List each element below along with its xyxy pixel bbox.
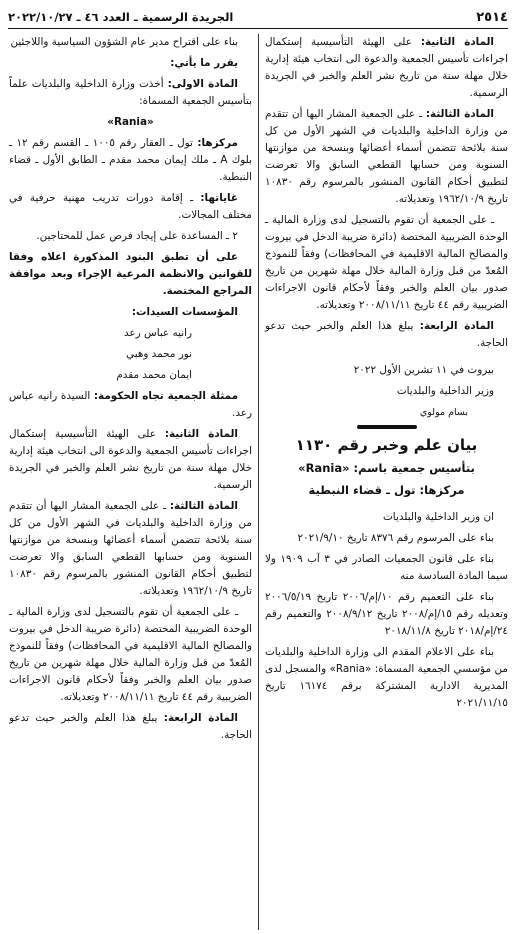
article-3-tax: ـ على الجمعية أن تقوم بالتسجيل لدى وزارة المالية ـ الوحدة الضريبية المختصة (دائرة ضريبة الدخل في بيروت والمصالح المالية الاقليمية في المحافظات) وفقاً للنموذج المُعدّ من قبل وزارة المالية خلال مهلة شهرين من تاريخ صدور بيان العلم والخبر وفقاً لأحكام قانون الاجراءات الضريبية رقم ٤٤ تاريخ ٢٠٠٨/١١/١١ وتعديلاته. [265, 214, 508, 311]
article-2: المادة الثانية: على الهيئة التأسيسية إستكمال اجراءات تأسيس الجمعية والدعوة الى انتخاب هيئة إدارية خلال مهلة سنة من تاريخ نشر العلم والخبر في الجريدة الرسمية. [265, 36, 508, 99]
decides: يقرر ما يأتي: [170, 57, 238, 69]
founder-3: ايمان محمد مقدم [116, 369, 192, 381]
place-date: بيروت في ١١ تشرين الأول ٢٠٢٢ [353, 364, 494, 376]
proposal: بناء على اقتراح مدير عام الشؤون السياسية واللاجئين [10, 36, 238, 48]
basis-1: بناء على المرسوم رقم ٨٣٧٦ تاريخ ٢٠٢١/٩/١٠ [297, 532, 494, 544]
minister-title: وزير الداخلية والبلديات [396, 385, 494, 397]
left-column [9, 34, 259, 930]
basis-3: بناء على التعميم رقم ١٠/إم/٢٠٠٦ تاريخ ٢٠٠٦/٥/١٩ وتعديله رقم ١٥/إم/٢٠٠٨ تاريخ ٢٠٠٨/٩/١٢ والتعميم رقم ٢٤/إم/٢٠١٨ تاريخ ٢٠١٨/١١/٨ [265, 591, 508, 637]
article-4: المادة الرابعة: يبلغ هذا العلم والخبر حيث تدعو الحاجة. [265, 320, 508, 349]
basis-4: بناء على الاعلام المقدم الى وزارة الداخلية والبلديات من مؤسسي الجمعية المسماة: «Rania» والمسجل لدى المديرية الادارية المشتركة برقم ١٦١٧٤ تاريخ ٢٠٢١/١١/١٥ [265, 646, 508, 709]
section-separator [357, 425, 417, 429]
notice-title: بيان علم وخبر رقم ١١٣٠ [295, 436, 478, 454]
goal-2: ٢ ـ المساعدة على إيجاد فرص عمل للمحتاجين. [36, 230, 238, 242]
article-3-tax-left: ـ على الجمعية أن تقوم بالتسجيل لدى وزارة المالية ـ الوحدة الضريبية المختصة (دائرة ضريبة الدخل في بيروت والمصالح المالية الاقليمية في المحافظات) وفقاً للنموذج المُعدّ من قبل وزارة المالية خلال مهلة شهرين من تاريخ صدور بيان العلم والخبر وفقاً لأحكام قانون الاجراءات الضريبية رقم ٤٤ تاريخ ٢٠٠٨/١١/١١ وتعديلاته. [9, 606, 252, 703]
article-1: المادة الاولى: أخذت وزارة الداخلية والبلديات علماً بتأسيس الجمعية المسماة: [9, 78, 252, 107]
founders-heading: المؤسسات السيدات: [131, 306, 238, 318]
page-header [8, 6, 508, 29]
page-number: ٢٥١٤ [476, 9, 508, 25]
condition: على أن تطبق البنود المذكورة اعلاه وفقا للقوانين والانظمة المرعية الإجراء وبعد موافقة المراجع المختصة. [9, 251, 252, 297]
minister-name: بسام مولوي [419, 407, 468, 418]
association-name: «Rania» [107, 116, 154, 128]
representative: ممثلة الجمعية تجاه الحكومة: السيدة رانيه عباس رعد. [9, 390, 252, 419]
founder-1: رانيه عباس رعد [124, 327, 192, 339]
right-column [259, 34, 508, 930]
notice-subtitle: بتأسيس جمعية باسم: «Rania» [298, 461, 475, 475]
gazette-title: الجريدة الرسمية ـ العدد ٤٦ ـ ٢٠٢٢/١٠/٢٧ [8, 10, 234, 24]
article-3: المادة الثالثة: ـ على الجمعية المشار اليها أن تتقدم من وزارة الداخلية والبلديات في الشهر الأول من كل سنة بلائحة تتضمن أسماء أعضائها وبنسخة من موازنتها السنوية ومن حسابها القطعي السابق والا تعرضت لتطبيق أحكام القانون المنشور بالمرسوم رقم ١٠٨٣٠ تاريخ ١٩٦٢/١٠/٩ وتعديلاته. [265, 108, 508, 205]
goals: غاياتها: ـ إقامة دورات تدريب مهنية حرفية في مختلف المجالات. [9, 192, 252, 221]
notice-location: مركزها: تول ـ قضاء النبطية [308, 483, 465, 497]
article-2-left: المادة الثانية: على الهيئة التأسيسية إستكمال اجراءات تأسيس الجمعية والدعوة الى انتخاب هيئة إدارية خلال مهلة سنة من تاريخ نشر العلم والخبر في الجريدة الرسمية. [9, 428, 252, 491]
intro: ان وزير الداخلية والبلديات [383, 511, 494, 523]
headquarters: مركزها: تول ـ العقار رقم ١٠٠٥ ـ القسم رقم ١٢ ـ بلوك A ـ ملك إيمان محمد مقدم ـ الطابق الأول ـ قضاء النبطية. [9, 137, 252, 183]
article-4-left: المادة الرابعة: يبلغ هذا العلم والخبر حيث تدعو الحاجة. [9, 712, 252, 741]
basis-2: بناء على قانون الجمعيات الصادر في ٣ آب ١٩٠٩ ولا سيما المادة السادسة منه [265, 553, 508, 582]
columns [8, 34, 508, 930]
article-3-left: المادة الثالثة: ـ على الجمعية المشار اليها أن تتقدم من وزارة الداخلية والبلديات في الشهر الأول من كل سنة بلائحة تتضمن أسماء أعضائها وبنسخة من موازنتها السنوية ومن حسابها القطعي السابق والا تعرضت لتطبيق أحكام القانون المنشور بالمرسوم رقم ١٠٨٣٠ تاريخ ١٩٦٢/١٠/٩ وتعديلاته. [9, 500, 252, 597]
founder-2: نور محمد وهبي [126, 348, 192, 360]
